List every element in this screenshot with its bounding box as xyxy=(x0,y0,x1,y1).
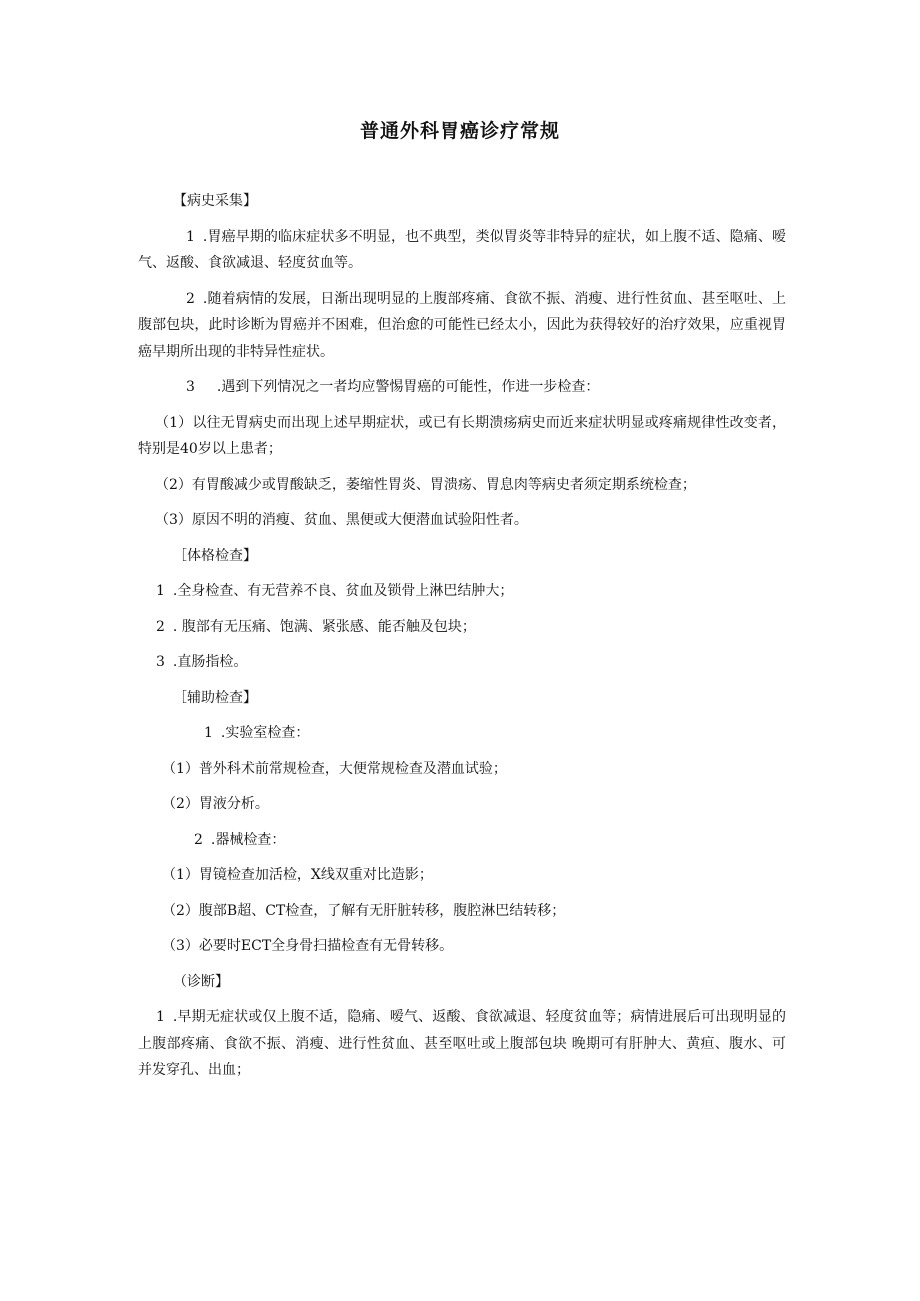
lab-subitem-1: （1）普外科术前常规检查，大便常规检查及潜血试验； xyxy=(162,760,507,777)
section-heading-auxiliary-exam: ［辅助检查】 xyxy=(173,689,257,706)
section-heading-diagnosis: （诊断】 xyxy=(173,973,229,990)
history-subitem-2: （2）有胃酸减少或胃酸缺乏，萎缩性胃炎、胃溃疡、胃息肉等病史者须定期系统检查； xyxy=(155,476,696,493)
history-item-1 xyxy=(138,224,786,277)
section-heading-history: 【病史采集】 xyxy=(173,193,257,209)
item-text: . 腹部有无压痛、饱满、紧张感、能否触及包块； xyxy=(172,618,476,635)
item-number: 2 xyxy=(194,831,203,848)
document-body xyxy=(138,188,786,1093)
history-subitem-1: （1）以往无胃病史而出现上述早期症状，或已有长期溃疡病史而近来症状明显或疼痛规律性改变者，特别是40岁以上患者； xyxy=(138,414,786,457)
device-subitem-3: （3）必要时ECT全身骨扫描检查有无骨转移。 xyxy=(162,938,454,954)
lab-exam-heading xyxy=(138,720,786,747)
device-subitem-2: （2）腹部B超、CT检查，了解有无肝脏转移，腹腔淋巴结转移； xyxy=(162,902,566,919)
item-text: .实验室检查： xyxy=(220,725,310,741)
item-text: .遇到下列情况之一者均应警惕胃癌的可能性，作进一步检查： xyxy=(216,379,600,395)
diagnosis-item-1 xyxy=(138,1004,786,1084)
lab-subitem-2: （2）胃液分析。 xyxy=(162,796,269,812)
item-number: 2 xyxy=(156,618,165,635)
item-text: .器械检查： xyxy=(210,831,286,848)
item-number: 2 xyxy=(186,290,195,307)
item-number: 1 xyxy=(156,1009,165,1025)
item-number: 1 xyxy=(204,725,213,741)
history-subitem-3: （3）原因不明的消瘦、贫血、黑便或大便潜血试验阳性者。 xyxy=(155,512,528,528)
history-item-3 xyxy=(138,374,786,401)
physical-item-1 xyxy=(138,578,786,605)
item-text: .早期无症状或仅上腹不适，隐痛、嗳气、返酸、食欲减退、轻度贫血等；病情进展后可出现明显的上腹部疼痛、食欲不振、消瘦、进行性贫血、甚至呕吐或上腹部包块 晚期可有肝肿大、黄疸、腹水、可并发穿孔、出血； xyxy=(138,1009,786,1078)
item-text: .全身检查、有无营养不良、贫血及锁骨上淋巴结肿大； xyxy=(172,583,514,599)
item-text: .直肠指检。 xyxy=(172,654,248,670)
device-exam-heading xyxy=(138,827,786,854)
physical-item-2 xyxy=(138,614,786,641)
physical-item-3 xyxy=(138,649,786,676)
section-heading-physical-exam: ［体格检查】 xyxy=(173,547,257,564)
item-number: 3 xyxy=(156,654,165,670)
item-number: 1 xyxy=(186,228,195,245)
item-number: 3 xyxy=(186,379,195,395)
item-text: .随着病情的发展，日渐出现明显的上腹部疼痛、食欲不振、消瘦、进行性贫血、甚至呕吐、上腹部包块，此时诊断为胃癌并不困难，但治愈的可能性已经太小，因此为获得较好的治疗效果，应重视胃癌早期所出现的非特异性症状。 xyxy=(138,290,786,360)
document-title: 普通外科胃癌诊疗常规 xyxy=(359,120,560,142)
device-subitem-1: （1）胃镜检查加活检，X线双重对比造影； xyxy=(162,867,433,883)
item-text: .胃癌早期的临床症状多不明显，也不典型，类似胃炎等非特异的症状，如上腹不适、隐痛、嗳气、返酸、食欲减退、轻度贫血等。 xyxy=(138,228,786,271)
item-number: 1 xyxy=(156,583,165,599)
history-item-2 xyxy=(138,286,786,366)
